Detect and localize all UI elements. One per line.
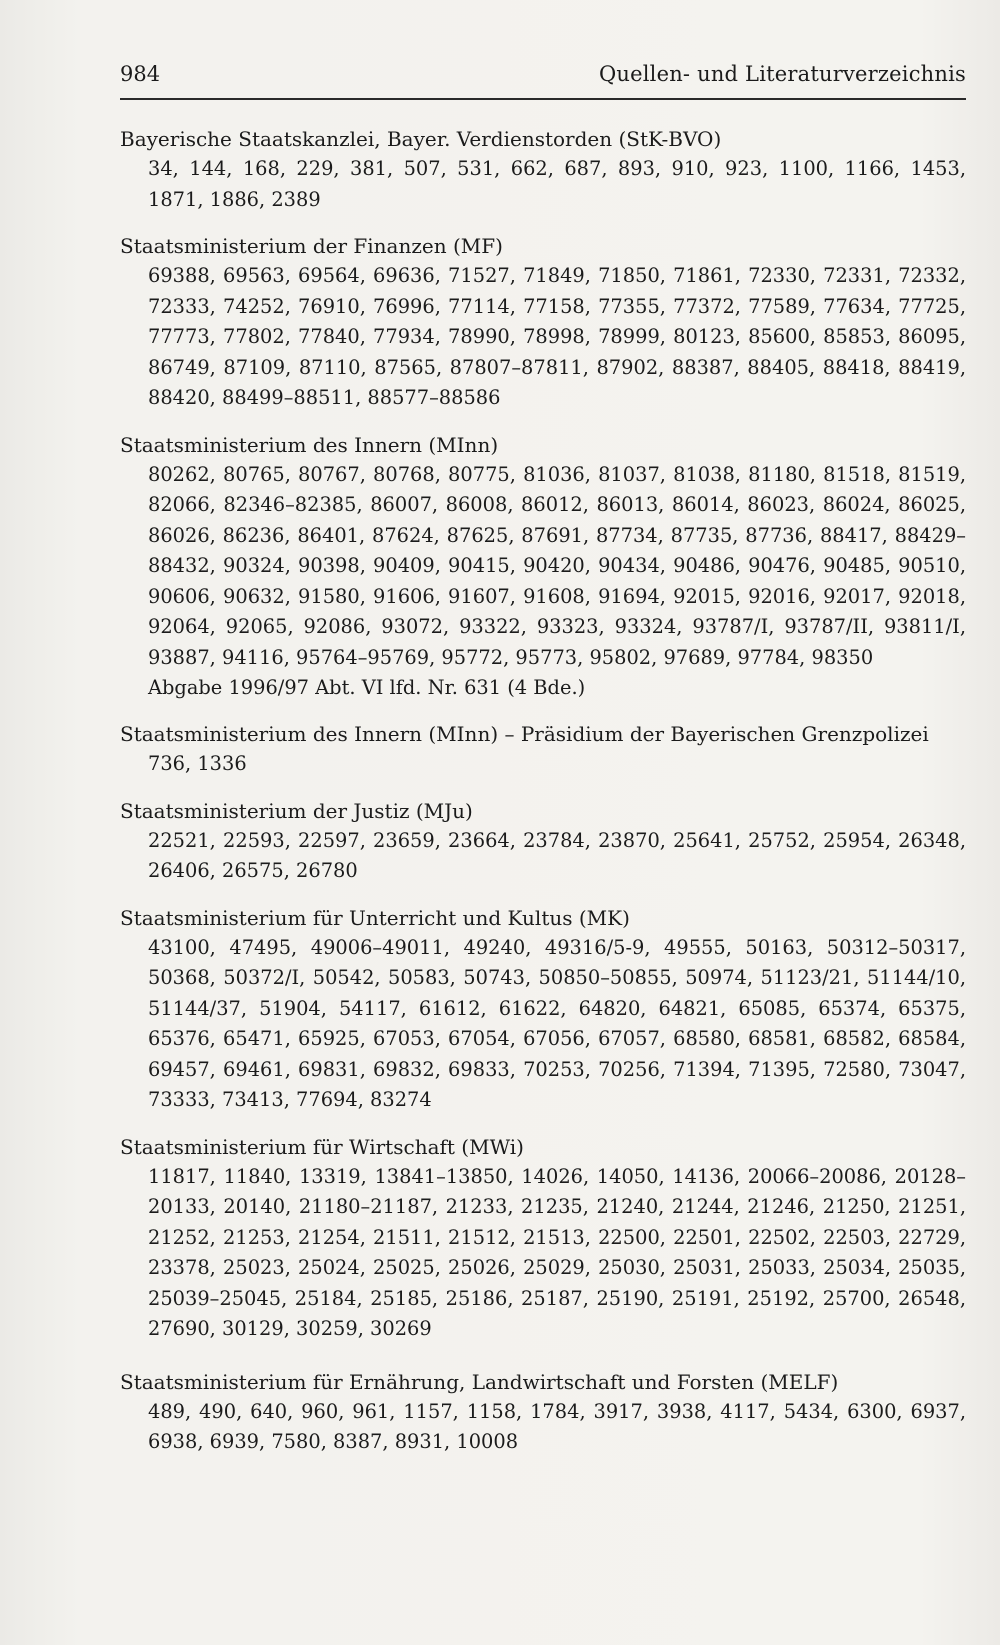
entry-heading: Staatsministerium für Wirtschaft (MWi) [120,1134,524,1159]
entry-references: 736, 1336 [148,752,247,775]
entry-heading: Staatsministerium für Ernährung, Landwirtschaft und Forsten (MELF) [120,1369,839,1394]
archive-entry-minn [120,430,966,704]
page-number: 984 [120,62,161,86]
archive-entry-stk-bvo [120,124,966,215]
archive-entry-minn-grenzpolizei [120,719,966,780]
entry-heading: Staatsministerium des Innern (MInn) [120,432,499,457]
entry-references: 34, 144, 168, 229, 381, 507, 531, 662, 687, 893, 910, 923, 1100, 1166, 1453, 1871, 1886, 2389 [148,157,966,211]
entry-references: 22521, 22593, 22597, 23659, 23664, 23784, 23870, 25641, 25752, 25954, 26348, 26406, 26575, 26780 [148,828,966,882]
entry-note: Abgabe 1996/97 Abt. VI lfd. Nr. 631 (4 Bde.) [148,676,586,699]
source-list [120,124,966,1474]
running-head: Quellen- und Literaturverzeichnis [598,62,966,86]
archive-entry-mf [120,231,966,414]
entry-references: 11817, 11840, 13319, 13841–13850, 14026, 14050, 14136, 20066–20086, 20128–20133, 20140, 21180–21187, 21233, 21235, 21240, 21244, 21246, 21250, 21251, 21252, 21253, 21254, 21511, 21512, 21513, 22500, 22501, 22502, 22503, 22729, 23378, 25023, 25024, 25025, 25026, 25029, 25030, 25031, 25033, 25034, 25035, 25039–25045, 25184, 25185, 25186, 25187, 25190, 25191, 25192, 25700, 26548, 27690, 30129, 30259, 30269 [148,1164,966,1340]
entry-references: 489, 490, 640, 960, 961, 1157, 1158, 1784, 3917, 3938, 4117, 5434, 6300, 6937, 6938, 6939, 7580, 8387, 8931, 10008 [148,1399,966,1453]
archive-entry-melf [120,1367,966,1458]
archive-entry-mk [120,903,966,1116]
entry-references: 80262, 80765, 80767, 80768, 80775, 81036, 81037, 81038, 81180, 81518, 81519, 82066, 82346–82385, 86007, 86008, 86012, 86013, 86014, 86023, 86024, 86025, 86026, 86236, 86401, 87624, 87625, 87691, 87734, 87735, 87736, 88417, 88429–88432, 90324, 90398, 90409, 90415, 90420, 90434, 90486, 90476, 90485, 90510, 90606, 90632, 91580, 91606, 91607, 91608, 91694, 92015, 92016, 92017, 92018, 92064, 92065, 92086, 93072, 93322, 93323, 93324, 93787/I, 93787/II, 93811/I, 93887, 94116, 95764–95769, 95772, 95773, 95802, 97689, 97784, 98350 [148,462,966,669]
entry-heading: Staatsministerium für Unterricht und Kultus (MK) [120,905,630,930]
entry-references: 43100, 47495, 49006–49011, 49240, 49316/5-9, 49555, 50163, 50312–50317, 50368, 50372/I, 50542, 50583, 50743, 50850–50855, 50974, 51123/21, 51144/10, 51144/37, 51904, 54117, 61612, 61622, 64820, 64821, 65085, 65374, 65375, 65376, 65471, 65925, 67053, 67054, 67056, 67057, 68580, 68581, 68582, 68584, 69457, 69461, 69831, 69832, 69833, 70253, 70256, 71394, 71395, 72580, 73047, 73333, 73413, 77694, 83274 [148,935,966,1111]
archive-entry-mju [120,796,966,887]
page-header [120,58,966,100]
entry-heading: Staatsministerium der Finanzen (MF) [120,234,503,258]
entry-heading: Bayerische Staatskanzlei, Bayer. Verdienstorden (StK-BVO) [120,127,722,151]
archive-entry-mwi [120,1132,966,1345]
entry-heading: Staatsministerium des Innern (MInn) – Präsidium der Bayerischen Grenzpolizei [120,722,929,746]
entry-heading: Staatsministerium der Justiz (MJu) [120,798,473,823]
entry-references: 69388, 69563, 69564, 69636, 71527, 71849, 71850, 71861, 72330, 72331, 72332, 72333, 74252, 76910, 76996, 77114, 77158, 77355, 77372, 77589, 77634, 77725, 77773, 77802, 77840, 77934, 78990, 78998, 78999, 80123, 85600, 85853, 86095, 86749, 87109, 87110, 87565, 87807–87811, 87902, 88387, 88405, 88418, 88419, 88420, 88499–88511, 88577–88586 [148,264,966,409]
